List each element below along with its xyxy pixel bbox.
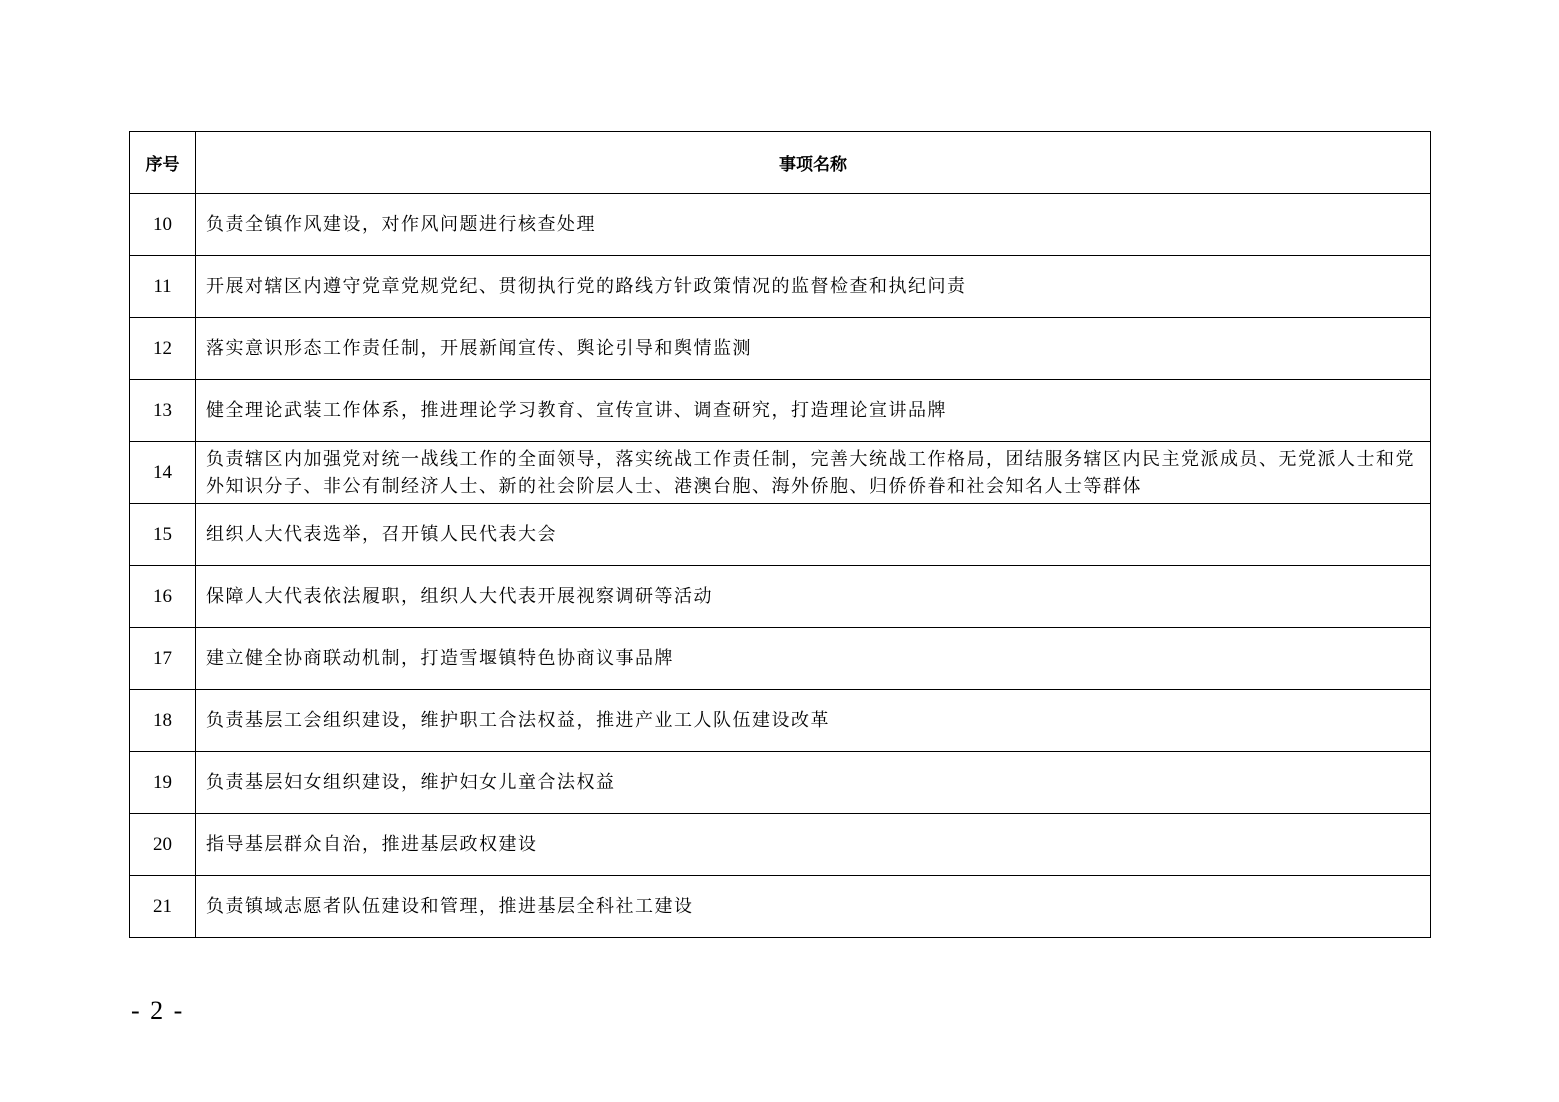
row-number: 21	[130, 876, 196, 938]
table-row	[130, 876, 1431, 938]
table-row	[130, 814, 1431, 876]
page-number: - 2 -	[131, 996, 185, 1025]
table-row	[130, 690, 1431, 752]
row-number: 19	[130, 752, 196, 814]
table-row	[130, 256, 1431, 318]
row-item-name: 落实意识形态工作责任制，开展新闻宣传、舆论引导和舆情监测	[196, 318, 1431, 380]
row-number: 18	[130, 690, 196, 752]
row-item-name: 指导基层群众自治，推进基层政权建设	[196, 814, 1431, 876]
header-item-name: 事项名称	[196, 132, 1431, 194]
table-row	[130, 318, 1431, 380]
table-row	[130, 442, 1431, 504]
table-row	[130, 194, 1431, 256]
row-number: 17	[130, 628, 196, 690]
row-item-name: 负责镇域志愿者队伍建设和管理，推进基层全科社工建设	[196, 876, 1431, 938]
row-number: 14	[130, 442, 196, 504]
row-item-name: 负责全镇作风建设，对作风问题进行核查处理	[196, 194, 1431, 256]
table-row	[130, 504, 1431, 566]
row-item-name: 负责基层工会组织建设，维护职工合法权益，推进产业工人队伍建设改革	[196, 690, 1431, 752]
table-row	[130, 628, 1431, 690]
row-item-name: 组织人大代表选举，召开镇人民代表大会	[196, 504, 1431, 566]
row-number: 11	[130, 256, 196, 318]
table-header-row	[130, 132, 1431, 194]
row-number: 13	[130, 380, 196, 442]
row-number: 16	[130, 566, 196, 628]
header-number: 序号	[130, 132, 196, 194]
row-number: 10	[130, 194, 196, 256]
row-item-name: 负责辖区内加强党对统一战线工作的全面领导，落实统战工作责任制，完善大统战工作格局，团结服务辖区内民主党派成员、无党派人士和党外知识分子、非公有制经济人士、新的社会阶层人士、港澳台胞、海外侨胞、归侨侨眷和社会知名人士等群体	[196, 442, 1431, 504]
row-number: 20	[130, 814, 196, 876]
table-row	[130, 380, 1431, 442]
row-item-name: 健全理论武装工作体系，推进理论学习教育、宣传宣讲、调查研究，打造理论宣讲品牌	[196, 380, 1431, 442]
items-table	[129, 131, 1431, 938]
row-item-name: 开展对辖区内遵守党章党规党纪、贯彻执行党的路线方针政策情况的监督检查和执纪问责	[196, 256, 1431, 318]
row-number: 12	[130, 318, 196, 380]
row-item-name: 保障人大代表依法履职，组织人大代表开展视察调研等活动	[196, 566, 1431, 628]
row-item-name: 建立健全协商联动机制，打造雪堰镇特色协商议事品牌	[196, 628, 1431, 690]
row-number: 15	[130, 504, 196, 566]
table-row	[130, 752, 1431, 814]
row-item-name: 负责基层妇女组织建设，维护妇女儿童合法权益	[196, 752, 1431, 814]
table-row	[130, 566, 1431, 628]
